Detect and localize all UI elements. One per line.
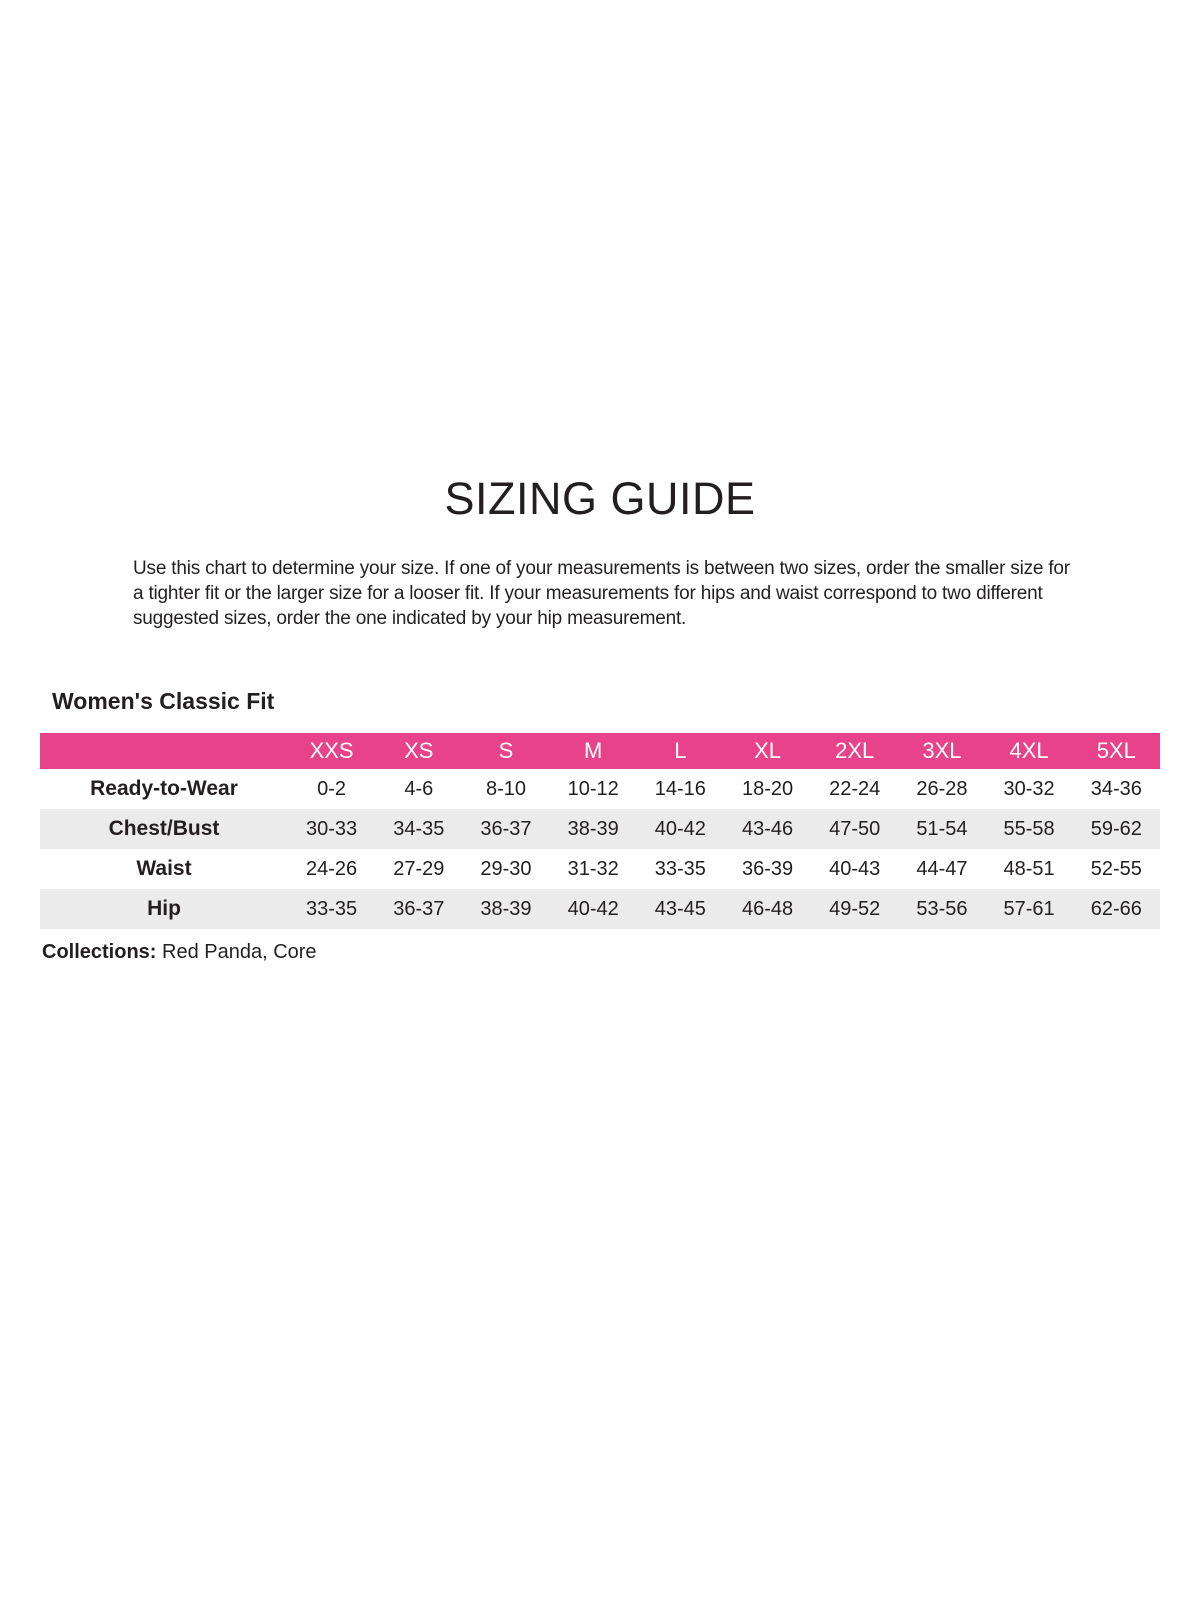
table-cell: 40-43 (829, 857, 881, 880)
table-cell: 59-62 (1090, 817, 1142, 840)
table-cell: 36-37 (480, 817, 532, 840)
row-label: Waist (136, 857, 192, 880)
section-heading-womens-classic-fit: Women's Classic Fit (52, 688, 275, 714)
column-header-xl: XL (724, 733, 811, 769)
column-header-4xl: 4XL (986, 733, 1073, 769)
size-chart-table (40, 733, 1160, 929)
table-cell: 29-30 (480, 857, 532, 880)
table-cell: 38-39 (567, 817, 619, 840)
column-header-3xl: 3XL (898, 733, 985, 769)
column-header-xxs: XXS (288, 733, 375, 769)
intro-paragraph: Use this chart to determine your size. If one of your measurements is between two sizes, order the smaller size for a tighter fit or the larger size for a looser fit. If your measurements for hips and waist correspond to two different suggested sizes, order the one indicated by your hip measurement. (133, 558, 1070, 629)
table-cell: 47-50 (829, 817, 881, 840)
column-header-l: L (637, 733, 724, 769)
table-cell: 48-51 (1003, 857, 1055, 880)
page-title: SIZING GUIDE (444, 473, 756, 524)
table-cell: 4-6 (404, 777, 434, 800)
table-cell: 31-32 (567, 857, 619, 880)
table-cell: 36-39 (741, 857, 794, 880)
table-cell: 8-10 (485, 777, 526, 800)
table-cell: 40-42 (567, 897, 619, 920)
table-cell: 24-26 (306, 857, 358, 880)
corner-cell (40, 733, 288, 769)
table-cell: 33-35 (654, 857, 706, 880)
size-table-container (40, 733, 1160, 929)
table-cell: 22-24 (829, 777, 881, 800)
row-label: Chest/Bust (108, 817, 220, 840)
table-cell: 44-47 (916, 857, 968, 880)
row-label: Hip (147, 897, 181, 920)
table-row-waist (40, 849, 1160, 889)
collections-label: Collections: (42, 941, 157, 963)
column-header-m: M (550, 733, 637, 769)
table-cell: 57-61 (1003, 897, 1055, 920)
table-cell: 38-39 (480, 897, 532, 920)
table-cell: 27-29 (393, 857, 445, 880)
collections-note (42, 941, 1200, 964)
table-cell: 43-46 (741, 817, 794, 840)
table-cell: 52-55 (1090, 857, 1142, 880)
table-cell: 51-54 (916, 817, 968, 840)
collections-value: Red Panda, Core (162, 941, 317, 963)
table-row-ready-to-wear (40, 769, 1160, 809)
table-row-hip (40, 889, 1160, 929)
column-header-2xl: 2XL (811, 733, 898, 769)
table-cell: 33-35 (306, 897, 358, 920)
table-cell: 30-33 (306, 817, 358, 840)
column-header-xs: XS (375, 733, 462, 769)
table-cell: 55-58 (1003, 817, 1055, 840)
table-cell: 26-28 (916, 777, 968, 800)
table-cell: 46-48 (741, 897, 794, 920)
table-cell: 43-45 (654, 897, 706, 920)
column-header-s: S (462, 733, 549, 769)
column-header-5xl: 5XL (1073, 733, 1160, 769)
row-label: Ready-to-Wear (90, 777, 238, 800)
table-cell: 40-42 (654, 817, 706, 840)
table-cell: 14-16 (654, 777, 706, 800)
table-cell: 34-36 (1090, 777, 1142, 800)
table-row-chest-bust (40, 809, 1160, 849)
table-cell: 0-2 (317, 777, 347, 800)
size-header-row (40, 733, 1160, 769)
table-cell: 53-56 (916, 897, 968, 920)
table-cell: 18-20 (741, 777, 794, 800)
table-cell: 10-12 (567, 777, 619, 800)
table-cell: 30-32 (1003, 777, 1055, 800)
table-cell: 49-52 (829, 897, 881, 920)
table-cell: 62-66 (1090, 897, 1142, 920)
table-cell: 34-35 (393, 817, 445, 840)
table-cell: 36-37 (393, 897, 445, 920)
